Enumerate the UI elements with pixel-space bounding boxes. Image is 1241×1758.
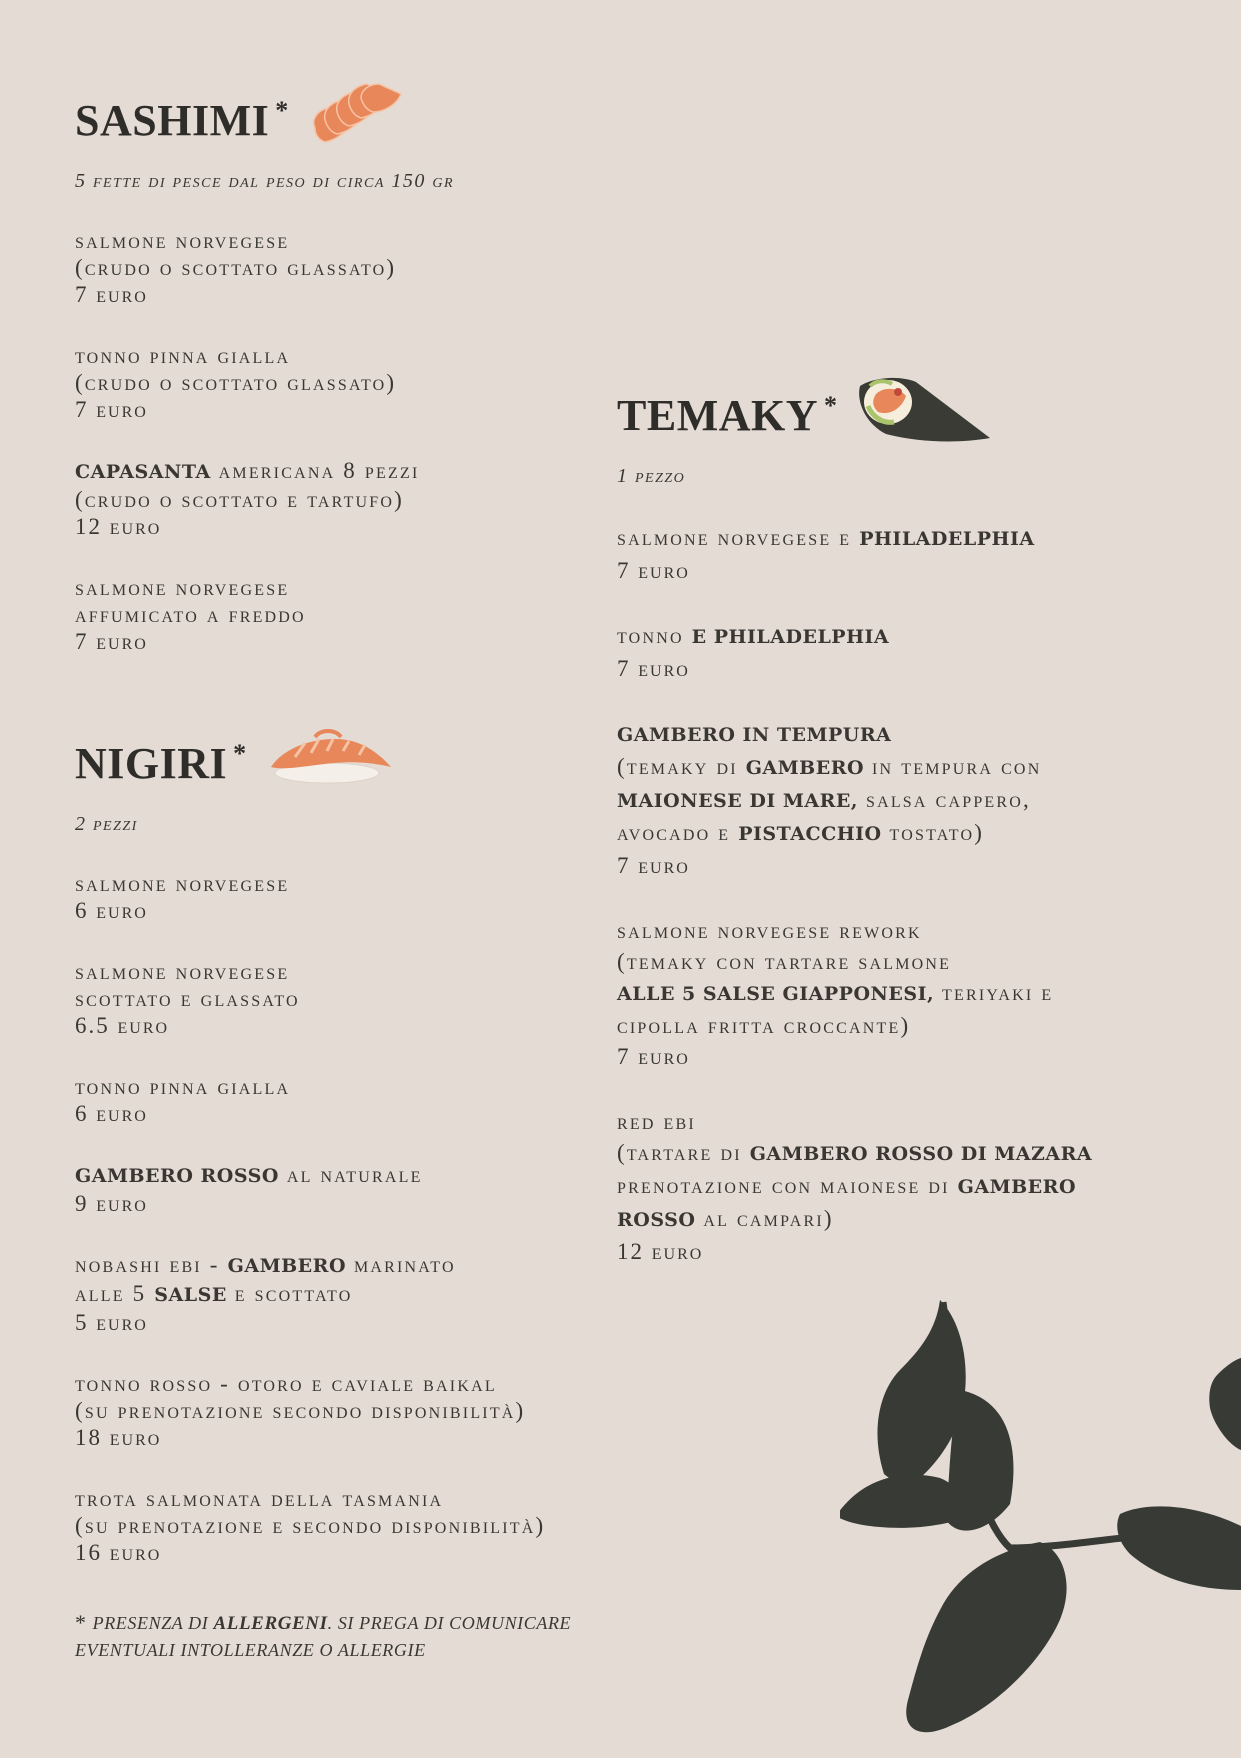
menu-item-line (75, 601, 635, 628)
sashimi-items (75, 227, 635, 655)
allergen-note-text-before: PRESENZA DI (92, 1613, 214, 1633)
menu-item-text: salmone norvegese e (617, 525, 860, 550)
nigiri-section (75, 733, 635, 1566)
menu-item-line (75, 1073, 635, 1100)
allergen-note-text-after: . SI PREGA DI COMUNICARE (327, 1613, 572, 1633)
menu-item-text: (tartare di (617, 1140, 750, 1165)
menu-item-line (617, 817, 1217, 850)
menu-item-price: 12 euro (617, 1239, 704, 1264)
menu-item-text: nobashi ebi - (75, 1252, 228, 1277)
menu-item-line (617, 1203, 1217, 1236)
menu-item-text: red ebi (617, 1109, 696, 1134)
menu-item-line (617, 1010, 1217, 1041)
menu-item-line (75, 1397, 635, 1424)
menu-item-text: (temaky di (617, 754, 746, 779)
menu-item-line (617, 915, 1217, 946)
nigiri-title-text: NIGIRI (75, 738, 228, 788)
menu-item-text: trota salmonata della tasmania (75, 1486, 444, 1511)
temaky-subtitle: 1 pezzo (617, 465, 686, 487)
menu-item-text: (su prenotazione e secondo disponibilità) (75, 1513, 546, 1538)
menu-item-text: cipolla fritta croccante) (617, 1013, 911, 1038)
menu-item-highlight: GAMBERO ROSSO DI MAZARA (749, 1143, 1093, 1165)
allergen-note (75, 1610, 635, 1664)
temaky-section (617, 385, 1217, 1267)
menu-item (75, 958, 635, 1039)
menu-item-price: 7 euro (617, 853, 690, 878)
allergen-star: * (233, 739, 247, 768)
menu-item-price: 5 euro (75, 1310, 148, 1335)
menu-item-text: tonno pinna gialla (75, 1074, 291, 1099)
menu-item-highlight: GAMBERO (227, 1255, 346, 1277)
menu-item-line (617, 1137, 1217, 1170)
menu-item-text: al naturale (278, 1162, 423, 1187)
menu-item-line (75, 457, 635, 486)
menu-item-text: tonno pinna gialla (75, 343, 291, 368)
menu-item (617, 620, 1217, 684)
allergen-star: * (275, 96, 289, 125)
menu-item-text: salmone norvegese (75, 871, 290, 896)
menu-item-line (75, 227, 635, 254)
allergen-note-bold: ALLERGENI (213, 1613, 328, 1634)
menu-item-highlight: PISTACCHIO (738, 823, 882, 845)
temaky-icon (856, 372, 992, 459)
leaves-decoration (840, 1290, 1241, 1758)
menu-item-line (75, 958, 635, 985)
sashimi-title-text: SASHIMI (75, 95, 270, 145)
menu-item (75, 457, 635, 540)
menu-item-text: in tempura con (864, 754, 1042, 779)
menu-item (75, 1485, 635, 1566)
menu-item (75, 1251, 635, 1336)
menu-item-line (617, 620, 1217, 653)
menu-item-text: al campari) (695, 1206, 834, 1231)
menu-item-line (617, 1106, 1217, 1137)
menu-item-text: tonno rosso - otoro e caviale baikal (75, 1371, 497, 1396)
menu-item-price: 7 euro (75, 282, 148, 307)
menu-item-highlight: E PHILADELPHIA (691, 626, 890, 648)
menu-item-text: tonno (617, 623, 692, 648)
nigiri-items (75, 870, 635, 1566)
menu-item-text: e scottato (226, 1281, 353, 1306)
menu-item-text: alle 5 (75, 1281, 155, 1306)
menu-item-price: 18 euro (75, 1425, 162, 1450)
menu-item-line (75, 369, 635, 396)
menu-item (617, 718, 1217, 881)
menu-item-price: 7 euro (617, 1044, 690, 1069)
menu-item-text: avocado e (617, 820, 739, 845)
menu-item-price: 12 euro (75, 514, 162, 539)
menu-item-text: (temaky con tartare salmone (617, 949, 952, 974)
menu-item-highlight: GAMBERO (745, 757, 865, 779)
nigiri-icon (265, 727, 393, 800)
menu-item-text: (su prenotazione secondo disponibilità) (75, 1398, 526, 1423)
menu-item-text: (crudo o scottato e tartufo) (75, 487, 405, 512)
menu-item-text: salmone norvegese (75, 575, 290, 600)
menu-item-line (617, 1170, 1217, 1203)
menu-item-line (617, 784, 1217, 817)
menu-item-highlight: CAPASANTA (75, 461, 211, 483)
menu-item-text: marinato (346, 1252, 456, 1277)
menu-item-text: americana 8 pezzi (210, 458, 420, 483)
menu-item-text: scottato e glassato (75, 986, 300, 1011)
temaky-title (617, 385, 1217, 445)
menu-item-text: salmone norvegese rework (617, 918, 922, 943)
menu-item (75, 227, 635, 308)
menu-item-text: tostato) (881, 820, 985, 845)
allergen-star: * (824, 391, 838, 420)
menu-item-line (75, 1485, 635, 1512)
menu-item-line (75, 342, 635, 369)
menu-item-line (75, 985, 635, 1012)
menu-item-highlight: GAMBERO (957, 1176, 1077, 1198)
menu-item (75, 574, 635, 655)
sashimi-section (75, 90, 635, 655)
nigiri-title (75, 733, 635, 793)
menu-item-line (75, 486, 635, 513)
menu-item-line (617, 946, 1217, 977)
menu-item-line (75, 1280, 635, 1309)
menu-item-price: 7 euro (617, 558, 690, 583)
temaky-items (617, 522, 1217, 1267)
menu-item (617, 522, 1217, 586)
menu-item-highlight: GAMBERO IN TEMPURA (617, 724, 892, 746)
sashimi-title (75, 90, 635, 150)
menu-item-text: (crudo o scottato glassato) (75, 370, 397, 395)
menu-item-line (75, 1161, 635, 1190)
sashimi-subtitle: 5 fette di pesce dal peso di circa 150 gr (75, 170, 455, 192)
salmon-sashimi-icon (307, 80, 403, 161)
menu-item-price: 6 euro (75, 1101, 148, 1126)
right-column (617, 385, 1217, 1267)
menu-item (75, 870, 635, 924)
menu-item-price: 6.5 euro (75, 1013, 170, 1038)
menu-item-highlight: PHILADELPHIA (859, 528, 1035, 550)
menu-item-line (75, 574, 635, 601)
menu-item-price: 7 euro (75, 397, 148, 422)
menu-item-line (617, 751, 1217, 784)
menu-item-text: salmone norvegese (75, 959, 290, 984)
menu-item-line (75, 254, 635, 281)
menu-item-highlight: GAMBERO ROSSO (75, 1165, 279, 1187)
menu-item-line (617, 522, 1217, 555)
allergen-note-line2: EVENTUALI INTOLLERANZE O ALLERGIE (75, 1640, 426, 1660)
allergen-note-star: * (75, 1610, 87, 1635)
menu-item-line (617, 977, 1217, 1010)
menu-item-line (75, 1251, 635, 1280)
menu-item-price: 7 euro (617, 656, 690, 681)
menu-item-line (75, 1370, 635, 1397)
menu-item-price: 9 euro (75, 1191, 148, 1216)
menu-item-text: salsa cappero, (858, 787, 1031, 812)
menu-item-highlight: MAIONESE DI MARE, (617, 790, 859, 812)
menu-item (617, 1106, 1217, 1267)
menu-item (75, 1161, 635, 1217)
menu-item-price: 7 euro (75, 629, 148, 654)
menu-item-line (75, 1512, 635, 1539)
temaky-title-text: TEMAKY (617, 390, 818, 440)
menu-item-highlight: SALSE (154, 1284, 227, 1306)
menu-item-price: 16 euro (75, 1540, 162, 1565)
menu-item-line (75, 870, 635, 897)
nigiri-subtitle: 2 pezzi (75, 813, 138, 835)
menu-item-price: 6 euro (75, 898, 148, 923)
menu-item (75, 342, 635, 423)
menu-item-text: (crudo o scottato glassato) (75, 255, 397, 280)
menu-item-highlight: ALLE 5 SALSE GIAPPONESI, (617, 983, 935, 1005)
menu-item-text: affumicato a freddo (75, 602, 306, 627)
menu-item (617, 915, 1217, 1072)
menu-item (75, 1370, 635, 1451)
menu-item-text: prenotazione con maionese di (617, 1173, 958, 1198)
menu-item (75, 1073, 635, 1127)
menu-item-text: teriyaki e (934, 980, 1054, 1005)
menu-item-line (617, 718, 1217, 751)
menu-item-text: salmone norvegese (75, 228, 290, 253)
menu-item-highlight: ROSSO (617, 1209, 696, 1231)
left-column (75, 90, 635, 1566)
